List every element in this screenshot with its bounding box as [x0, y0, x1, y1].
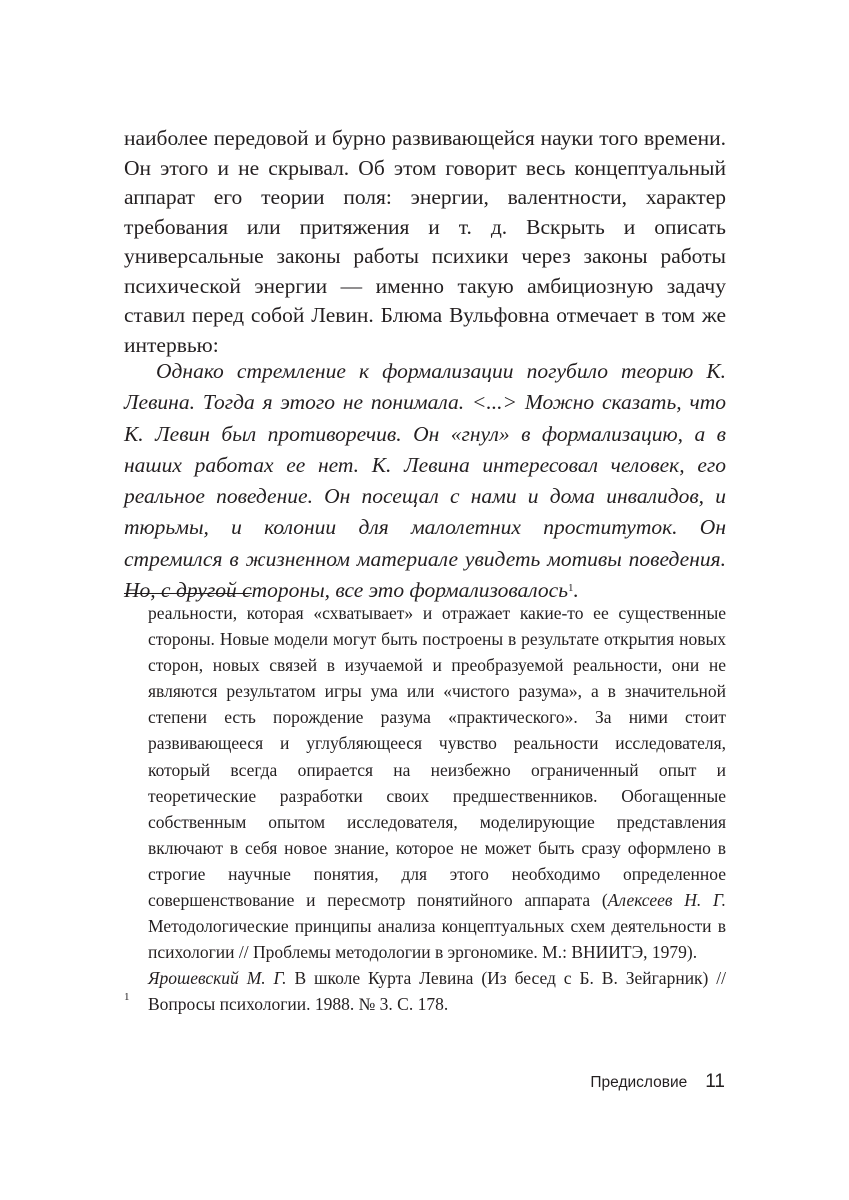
footnote-1-marker: 1 [124, 991, 130, 1003]
footnote-1 [148, 965, 726, 1017]
footnote-continuation-text: реальности, которая «схватывает» и отражает какие-то ее существенные стороны. Новые модели могут быть построены в результате открытия новых сторон, новых связей в изучаемой и преобразуемой реальности, они не являются результатом игры ума или «чистого разума», а в значительной степени есть порождение разума «практического». За ними стоит развивающееся и углубляющееся чувство реальности исследователя, который всегда опирается на неизбежно ограниченный опыт и теоретические разработки своих предшественников. Обогащенные собственным опытом исследователя, моделирующие представления включают в себя новое знание, которое не может быть сразу оформлено в строгие научные понятия, для этого необходимо определенное совершенствование и пересмотр понятийного аппарата ( [148, 603, 726, 911]
footnote-1-author: Ярошевский М. Г. [148, 968, 287, 989]
page-number: 11 [705, 1071, 725, 1092]
quote-end: . [573, 578, 579, 603]
footnote-continuation-rest: Методологические принципы анализа концептуальных схем деятельности в психологии // Проблемы методологии в эргономике. М.: ВНИИТЭ, 1979). [148, 916, 726, 963]
footnote-ref-1[interactable]: 1 [567, 582, 574, 595]
body-paragraph: наиболее передовой и бурно развивающейся науки того времени. Он этого и не скрывал. Об этом говорит весь концептуальный аппарат его теории поля: энергии, валентности, характер требования или притяжения и т. д. Вскрыть и описать универсальные законы работы психики через законы работы психической энергии — именно такую амбициозную задачу ставил перед собой Левин. Блюма Вульфовна отмечает в том же интервью: [124, 126, 726, 357]
footnote-continuation [148, 600, 726, 965]
block-quote [124, 356, 726, 606]
footnotes [148, 600, 726, 1018]
footnote-continuation-author: Алексеев Н. Г. [607, 890, 726, 911]
running-footer [590, 1071, 725, 1097]
quote-text: Однако стремление к формализации погубило теорию К. Левина. Тогда я этого не понимала. <...> Можно сказать, что К. Левин был противоречив. Он «гнул» в формализацию, а в наших работах ее нет. К. Левина интересовал человек, его реальное поведение. Он посещал с нами и дома инвалидов, и тюрьмы, и колонии для малолетних проституток. Он стремился в жизненном материале увидеть мотивы поведения. Но, с другой стороны, все это формализовалось [124, 359, 726, 603]
footnote-1-text: В школе Курта Левина (Из бесед с Б. В. Зейгарник) // Вопросы психологии. 1988. № 3. С. 178. [148, 968, 727, 1015]
footer-section-title: Предисловие [590, 1074, 688, 1091]
body-text [124, 124, 726, 360]
footnote-separator [124, 593, 252, 594]
